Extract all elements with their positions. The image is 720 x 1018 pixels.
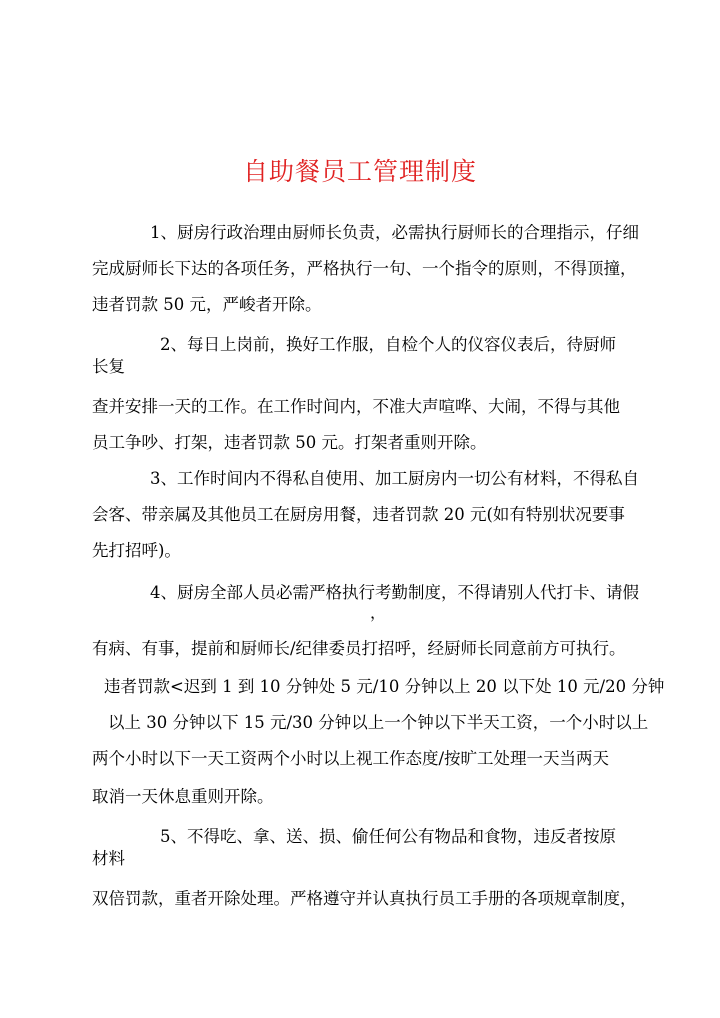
paragraph-line: 材料 bbox=[92, 849, 125, 868]
paragraph-line: 员工争吵、打架，违者罚款 50 元。打架者重则开除。 bbox=[92, 433, 487, 452]
paragraph-line: 查并安排一天的工作。在工作时间内，不准大声喧哗、大闹，不得与其他 bbox=[92, 397, 620, 416]
paragraph-line: 两个小时以下一天工资两个小时以上视工作态度/按旷工处理一天当两天 bbox=[92, 749, 610, 768]
paragraph-line: 完成厨师长下达的各项任务，严格执行一句、一个指令的原则，不得顶撞， bbox=[92, 259, 637, 278]
paragraph-line: 5、不得吃、拿、送、损、偷任何公有物品和食物，违反者按原 bbox=[160, 827, 616, 846]
paragraph-line: 3、工作时间内不得私自使用、加工厨房内一切公有材料，不得私自 bbox=[150, 469, 639, 488]
paragraph-line: 4、厨房全部人员必需严格执行考勤制度，不得请别人代打卡、请假 bbox=[150, 583, 639, 602]
paragraph-line: 1、厨房行政治理由厨师长负责，必需执行厨师长的合理指示，仔细 bbox=[150, 223, 639, 242]
paragraph-line: 违者罚款<迟到 1 到 10 分钟处 5 元/10 分钟以上 20 以下处 10 元/20 分钟 bbox=[104, 677, 665, 696]
paragraph-line: 违者罚款 50 元，严峻者开除。 bbox=[92, 295, 322, 314]
paragraph-line: 有病、有事，提前和厨师长/纪律委员打招呼，经厨师长同意前方可执行。 bbox=[92, 639, 626, 658]
paragraph-line: 2、每日上岗前，换好工作服，自检个人的仪容仪表后，待厨师 bbox=[160, 335, 616, 354]
paragraph-line: 先打招呼)。 bbox=[92, 541, 181, 560]
paragraph-line: ， bbox=[370, 603, 387, 622]
paragraph-line: 双倍罚款，重者开除处理。严格遵守并认真执行员工手册的各项规章制度， bbox=[92, 889, 637, 908]
paragraph-line: 长复 bbox=[92, 357, 125, 376]
paragraph-line: 以上 30 分钟以下 15 元/30 分钟以上一个钟以下半天工资，一个小时以上 bbox=[108, 713, 649, 732]
document-title: 自助餐员工管理制度 bbox=[242, 157, 477, 186]
paragraph-line: 会客、带亲属及其他员工在厨房用餐，违者罚款 20 元(如有特别状况要事 bbox=[92, 505, 625, 524]
paragraph-line: 取消一天休息重则开除。 bbox=[92, 787, 274, 806]
